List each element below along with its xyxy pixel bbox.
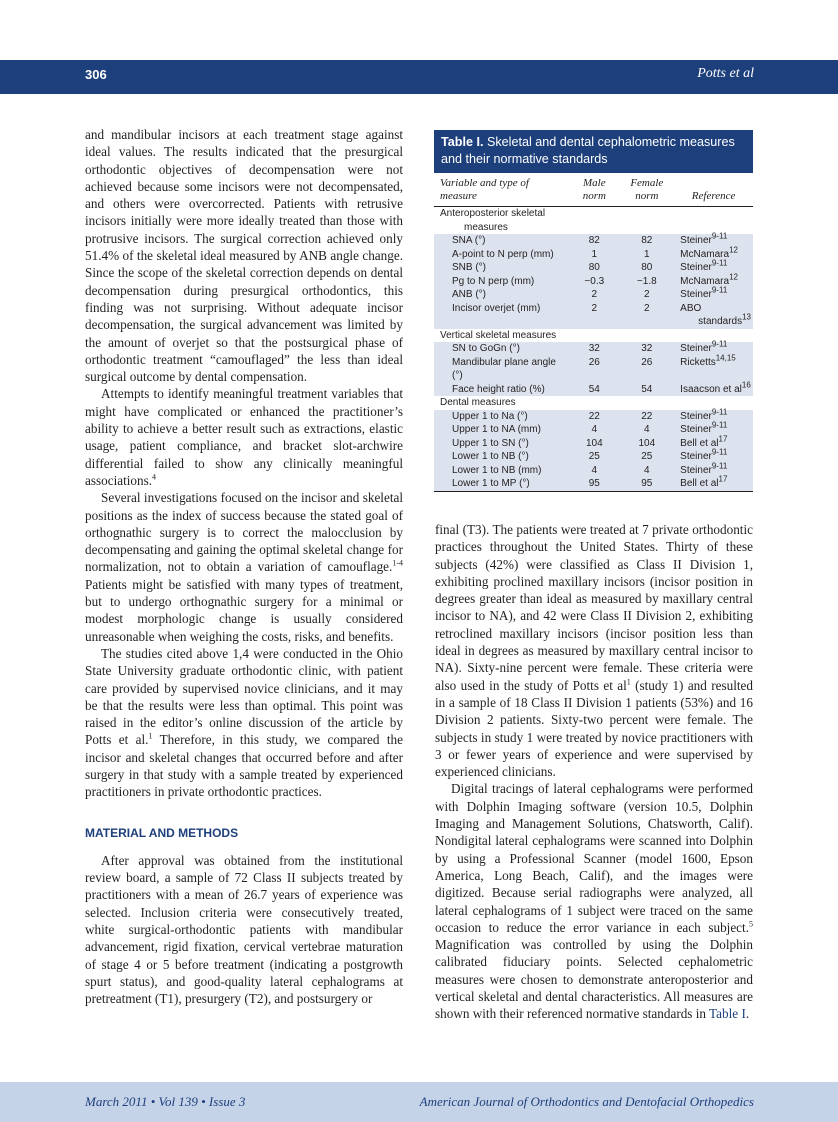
cell-female-norm: 95: [619, 477, 674, 491]
group-label: measures: [464, 221, 508, 233]
table-row: [434, 437, 753, 451]
paragraph: and mandibular incisors at each treatment stage against ideal values. The results indicated that the presurgical orthodontic objectives of decompensation were not achieved because some incisors were not decompensated, and others were overcorrected. Patients with retrusive incisors initially were more ideally treated than those with protrusive incisors. The surgical correction achieved only 51.4% of the skeletal ideal measured by ANB angle change. Since the scope of the skeletal correction depends on dental decompensation during presurgical orthodontics, this finding was not surprising. Without adequate incisor decompensation, the surgical advancement was limited by the amount of overjet so that the postsurgical phase of orthodontic treatment “camouflaged” the less than ideal surgical outcome by dental compensation.: [85, 127, 403, 385]
cell-reference: Isaacson et $al^{16}$: [674, 383, 753, 397]
citation[interactable]: 17: [718, 434, 728, 444]
citation[interactable]: 9-11: [711, 285, 728, 295]
table-row: [434, 288, 753, 302]
group-label: Vertical skeletal measures: [440, 329, 557, 341]
cell-male-norm: 32: [569, 342, 619, 356]
cell-male-norm: 104: [569, 437, 619, 451]
cell-measure: Upper 1 to Na (°): [434, 410, 569, 424]
cell-female-norm: 25: [619, 450, 674, 464]
column-header-male: Male norm: [569, 173, 619, 207]
cell-male-norm: 26: [569, 356, 619, 383]
cell-male-norm: 4: [569, 423, 619, 437]
paragraph: After approval was obtained from the institutional review board, a sample of 72 Class II subjects treated by practitioners with a mean of 26.7 years of experience was selected. Inclusion criteria were consecutively treated, white surgical-orthodontic patients with mandibular advancement, rigid fixation, cervical vertebrae maturation of stage 4 or 5 before treatment (indicating a postgrowth spurt status), and good-quality lateral cephalograms at pretreatment (T1), presurgery (T2), and postsurgery or: [85, 852, 403, 1007]
paragraph: Digital tracings of lateral cephalograms were performed with Dolphin Imaging software (version 10.5, Dolphin Imaging and Management Solutions, Chatsworth, Calif). Nondigital lateral cephalograms were scanned into Dolphin by using a Professional Scanner (model 1600, Epson America, Long Beach, Calif), and the images were digitized. Because serial radiographs were analyzed, all lateral cephalograms of 1 subject were traced on the same occasion to reduce the error variance in each subject.$^5$ Magnification was controlled by using the Dolphin calibrated fiduciary points. Selected cephalometric measures were chosen to demonstrate anteroposterior and vertical skeletal and dental characteristics. All measures are shown with their referenced normative standards in Table I.: [435, 781, 753, 1022]
table-caption: Table I. Skeletal and dental cephalometric measures and their normative standards: [434, 130, 753, 173]
cell-reference: Steiner$^{9-11}$: [674, 423, 753, 437]
table-row: [434, 477, 753, 491]
cell-female-norm: 2: [619, 302, 674, 329]
paragraph: Attempts to identify meaningful treatment variables that might have complicated or enhanced the practitioner’s ability to achieve a better result such as extractions, elastic usage, patient compliance, and bracket slot-archwire differential failed to show any clinically meaningful associations.$^4$: [85, 386, 403, 488]
table-row: [434, 342, 753, 356]
cell-female-norm: 4: [619, 464, 674, 478]
cell-male-norm: 22: [569, 410, 619, 424]
cell-reference: Steiner$^{9-11}$: [674, 234, 753, 248]
cell-reference: Steiner$^{9-11}$: [674, 342, 753, 356]
citation[interactable]: 13: [742, 312, 751, 322]
cell-measure: Lower 1 to NB (°): [434, 450, 569, 464]
cell-measure: SNB (°): [434, 261, 569, 275]
cell-female-norm: −1.8: [619, 275, 674, 289]
cell-measure: Pg to N perp (mm): [434, 275, 569, 289]
cell-female-norm: 22: [619, 410, 674, 424]
section-heading: MATERIAL AND METHODS: [85, 825, 239, 840]
cell-male-norm: 95: [569, 477, 619, 491]
column-header-female: Female norm: [619, 173, 674, 207]
cell-male-norm: 80: [569, 261, 619, 275]
citation[interactable]: 4: [152, 472, 157, 482]
table-group-row: [434, 221, 753, 235]
cell-reference: Steiner$^{9-11}$: [674, 288, 753, 302]
journal-name: American Journal of Orthodontics and Dentofacial Orthopedics: [419, 1094, 754, 1109]
citation[interactable]: 9-11: [711, 339, 728, 349]
cell-reference: Bell et $al^{17}$: [674, 477, 753, 491]
cell-reference: Steiner$^{9-11}$: [674, 450, 753, 464]
table-row: [434, 302, 753, 329]
cell-measure: Upper 1 to SN (°): [434, 437, 569, 451]
cell-reference: Steiner$^{9-11}$: [674, 410, 753, 424]
citation[interactable]: 14,15: [715, 353, 736, 363]
cell-male-norm: 4: [569, 464, 619, 478]
running-footer: [0, 1082, 838, 1122]
cell-reference: McNamara$^{12}$: [674, 275, 753, 289]
citation[interactable]: 1: [626, 677, 631, 687]
citation[interactable]: 5: [749, 919, 753, 929]
table-group-row: [434, 329, 753, 343]
citation[interactable]: 9-11: [711, 420, 728, 430]
table-row: [434, 234, 753, 248]
table-row: [434, 383, 753, 397]
cell-female-norm: 4: [619, 423, 674, 437]
cell-measure: Face height ratio (%): [434, 383, 569, 397]
cell-female-norm: 82: [619, 234, 674, 248]
cell-female-norm: 1: [619, 248, 674, 262]
group-label: Anteroposterior skeletal: [440, 208, 546, 219]
group-label: Dental measures: [440, 397, 516, 408]
cell-male-norm: 2: [569, 302, 619, 329]
citation[interactable]: 17: [718, 474, 728, 484]
left-column: [85, 126, 403, 1008]
cell-reference: Bell et $al^{17}$: [674, 437, 753, 451]
citation[interactable]: 16: [741, 380, 751, 390]
cell-measure: A-point to N perp (mm): [434, 248, 569, 262]
cell-male-norm: 25: [569, 450, 619, 464]
cell-male-norm: 1: [569, 248, 619, 262]
column-header-variable: Variable and type of measure: [434, 173, 569, 207]
cell-measure: Upper 1 to NA (mm): [434, 423, 569, 437]
table-row: [434, 450, 753, 464]
cell-male-norm: −0.3: [569, 275, 619, 289]
column-header-reference: Reference: [674, 173, 753, 207]
cell-male-norm: 82: [569, 234, 619, 248]
cell-reference: ABO standards$^{13}$: [674, 302, 753, 329]
cell-female-norm: 80: [619, 261, 674, 275]
cell-female-norm: 54: [619, 383, 674, 397]
cell-female-norm: 2: [619, 288, 674, 302]
cell-measure: Lower 1 to NB (mm): [434, 464, 569, 478]
citation[interactable]: 9-11: [711, 461, 728, 471]
running-head-authors: Potts et al: [697, 66, 754, 81]
page-number: 306: [85, 67, 107, 82]
right-column: [435, 521, 753, 1023]
table-row: [434, 423, 753, 437]
cell-male-norm: 54: [569, 383, 619, 397]
table-1: [434, 130, 753, 492]
citation[interactable]: 9-11: [711, 258, 728, 268]
cell-male-norm: 2: [569, 288, 619, 302]
cell-female-norm: 104: [619, 437, 674, 451]
issue-info: March 2011 • Vol 139 • Issue 3: [85, 1094, 246, 1109]
cell-measure: Mandibular plane angle (°): [434, 356, 569, 383]
paragraph: The studies cited above 1,4 were conducted in the Ohio State University graduate orthodontic clinic, with patient care provided by supervised novice clinicians, and it may be that the results were less than optimal. This point was raised in the editor’s online discussion of the article by Potts et al.$^1$ Therefore, in this study, we compared the incisor and skeletal changes that occurred before and after surgery in that study with a sample treated by experienced practitioners in private orthodontic practices.: [85, 645, 403, 800]
cell-reference: Steiner$^{9-11}$: [674, 261, 753, 275]
cell-measure: Lower 1 to MP (°): [434, 477, 569, 491]
table-group-row: [434, 396, 753, 410]
paragraph: final (T3). The patients were treated at 7 private orthodontic practices throughout the United States. Thirty of these subjects (42%) were classified as Class II Division 1, exhibiting proclined maxillary incisors (incisor position in degrees greater than ideal as measured by maxillary central incisor to NA), and 42 were Class II Division 2, exhibiting retroclined maxillary incisors (incisor position less than ideal in degrees as measured by maxillary central incisor to NA). Sixty-nine percent were female. These criteria were also used in the study of Potts et $al^1$ (study 1) and resulted in a sample of 18 Class II Division 1 patients (53%) and 16 Division 2 patients. Sixty-two percent were female. The subjects in study 1 were treated by novice practitioners with 3 or fewer years of experience and were supervised by experienced clinicians.: [435, 522, 753, 780]
table-row: [434, 410, 753, 424]
cell-female-norm: 26: [619, 356, 674, 383]
table-row: [434, 248, 753, 262]
table-link[interactable]: Table I: [709, 1006, 746, 1022]
citation[interactable]: 9-11: [711, 231, 728, 241]
paragraph: Several investigations focused on the incisor and skeletal positions as the index of success because the stated goal of orthognathic surgery is to correct the malocclusion by decompensating and gaining the optimal skeletal change for normalization, not to obtain a variation of camouflage.$^{1-4}$ Patients might be satisfied with many types of treatment, but to undergo orthognathic surgery for a minimal or modest morphologic change is usually considered unreasonable when weighing the costs, risks, and benefits.: [85, 490, 403, 644]
cell-reference: Steiner$^{9-11}$: [674, 464, 753, 478]
cell-female-norm: 32: [619, 342, 674, 356]
table-row: [434, 275, 753, 289]
table-row: [434, 261, 753, 275]
cell-reference: McNamara$^{12}$: [674, 248, 753, 262]
table-row: [434, 356, 753, 383]
cell-measure: SN to GoGn (°): [434, 342, 569, 356]
cell-measure: SNA (°): [434, 234, 569, 248]
table-group-row: [434, 207, 753, 221]
citation[interactable]: 9-11: [711, 447, 728, 457]
citation[interactable]: 12: [729, 272, 738, 282]
cell-measure: Incisor overjet (mm): [434, 302, 569, 329]
citation[interactable]: 12: [729, 245, 738, 255]
citation[interactable]: 9-11: [711, 407, 728, 417]
running-header: [0, 60, 838, 94]
citation[interactable]: 1-4: [392, 559, 403, 569]
cell-reference: Ricketts$^{14,15}$: [674, 356, 753, 383]
citation[interactable]: 1: [148, 732, 153, 741]
table-row: [434, 464, 753, 478]
cephalometric-table: [434, 173, 753, 492]
cell-measure: ANB (°): [434, 288, 569, 302]
